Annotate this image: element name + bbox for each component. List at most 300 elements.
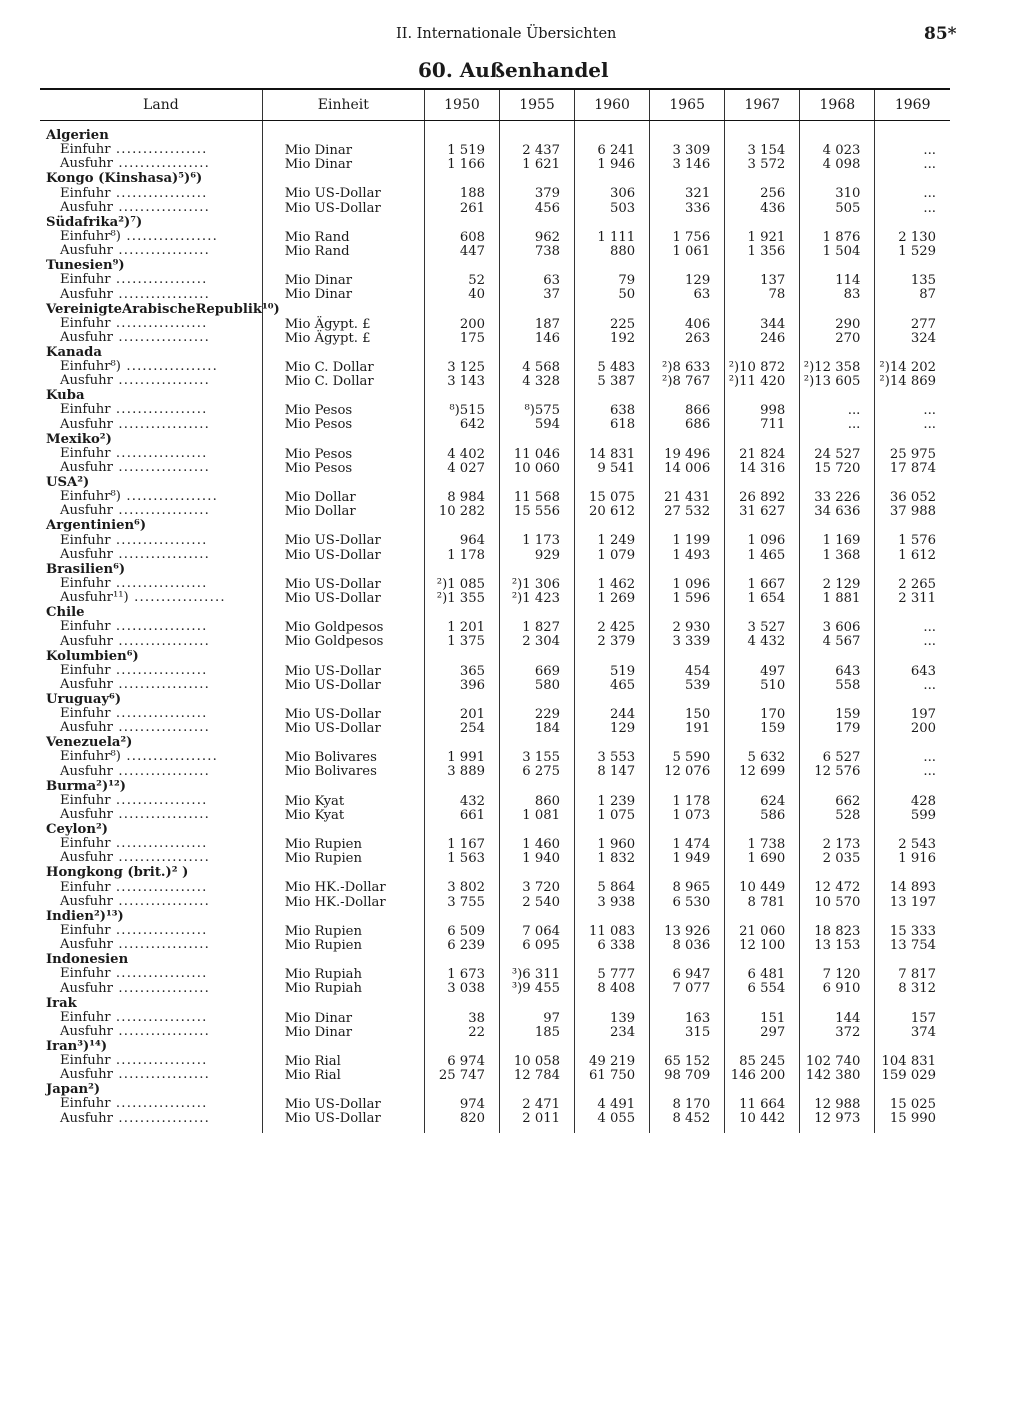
import-value: 229: [534, 706, 561, 722]
export-value: 1 621: [522, 157, 561, 173]
export-label: Ausfuhr: [60, 807, 113, 822]
value-cell: [650, 693, 725, 736]
import-value: 5 632: [747, 750, 786, 766]
value-cell: [725, 606, 800, 649]
unit-label: Mio Rupien: [284, 923, 362, 939]
value-cell: [575, 866, 650, 909]
export-value: ...: [923, 417, 936, 433]
import-value: 8 965: [672, 880, 711, 896]
import-value: 201: [459, 706, 485, 722]
export-value: 503: [609, 200, 636, 216]
import-value: ...: [923, 143, 936, 158]
table-row: [40, 259, 950, 302]
leader-dots: .................: [110, 402, 208, 418]
import-value: 15 075: [588, 490, 636, 505]
import-value: 15 025: [889, 1097, 936, 1113]
value-cell: [800, 1083, 875, 1132]
export-value: 2 311: [898, 590, 936, 606]
export-value: ²)14 869: [879, 374, 936, 390]
value-cell: [800, 303, 875, 346]
value-cell: [875, 997, 950, 1040]
table-row: [40, 780, 950, 823]
import-value: 2 425: [597, 620, 636, 636]
value-cell: [499, 303, 574, 346]
import-label: Einfuhr⁸): [60, 228, 121, 244]
export-value: 1 946: [597, 157, 636, 173]
export-value: 87: [919, 287, 936, 303]
export-value: ...: [847, 417, 861, 433]
export-value: 2 379: [597, 634, 636, 650]
leader-dots: .................: [120, 489, 219, 505]
unit-cell: [262, 216, 424, 259]
export-value: 3 339: [672, 634, 711, 650]
value-cell: [875, 216, 950, 259]
export-value: 4 098: [822, 157, 861, 173]
export-value: 6 239: [447, 937, 485, 953]
import-label: Einfuhr: [60, 966, 111, 982]
leader-dots: .................: [110, 1053, 208, 1069]
value-cell: [725, 693, 800, 736]
country-cell: [40, 476, 262, 519]
value-cell: [650, 823, 725, 866]
import-value: 974: [459, 1097, 485, 1113]
export-value: 539: [685, 677, 711, 693]
unit-cell: [262, 259, 424, 302]
value-cell: [725, 650, 800, 693]
unit-cell: [262, 953, 424, 996]
import-value: ³)6 311: [511, 967, 561, 983]
unit-label: Mio Dinar: [284, 273, 353, 289]
value-cell: [424, 866, 499, 909]
export-value: 12 076: [664, 764, 711, 780]
unit-label: Mio Rupiah: [284, 967, 363, 983]
import-value: ...: [923, 620, 936, 636]
value-cell: [725, 259, 800, 302]
import-value: 6 241: [597, 143, 636, 158]
value-cell: [424, 823, 499, 866]
export-value: 528: [835, 807, 861, 823]
export-value: ...: [923, 634, 936, 650]
import-value: 1 991: [447, 750, 485, 766]
leader-dots: .................: [112, 199, 211, 215]
unit-label: Mio US-Dollar: [284, 533, 381, 549]
trade-table: [40, 88, 950, 1133]
value-cell: [499, 693, 574, 736]
import-value: 964: [459, 533, 485, 549]
export-value: 12 699: [739, 764, 786, 780]
table-row: [40, 519, 950, 562]
import-value: 962: [534, 229, 561, 245]
import-value: 6 527: [822, 750, 861, 766]
import-value: 3 527: [747, 620, 786, 636]
export-value: 1 881: [822, 590, 861, 606]
unit-cell: [262, 519, 424, 562]
export-value: 12 576: [814, 764, 861, 780]
import-value: 519: [609, 663, 636, 679]
page-header: [0, 24, 1024, 48]
import-value: 159: [835, 706, 861, 722]
export-value: 1 563: [447, 851, 485, 867]
unit-label: Mio Kyat: [284, 793, 345, 809]
export-value: 929: [534, 547, 561, 563]
unit-label: Mio Rupien: [284, 851, 362, 867]
unit-label: Mio Dinar: [284, 1010, 353, 1026]
value-cell: [575, 1040, 650, 1083]
unit-label: Mio Rand: [284, 229, 350, 245]
export-label: Ausfuhr: [60, 156, 113, 172]
import-label: Einfuhr: [60, 1053, 111, 1069]
import-value: 1 519: [447, 143, 485, 158]
export-label: Ausfuhr: [60, 503, 113, 519]
country-cell: [40, 121, 262, 173]
leader-dots: .................: [110, 1009, 208, 1025]
import-value: 18 823: [814, 923, 861, 939]
export-value: 8 408: [597, 981, 636, 997]
value-cell: [725, 346, 800, 389]
unit-label: Mio Dinar: [284, 287, 353, 303]
unit-cell: [262, 346, 424, 389]
import-label: Einfuhr: [60, 272, 111, 288]
value-cell: [575, 997, 650, 1040]
import-value: 7 064: [522, 923, 561, 939]
leader-dots: .................: [112, 503, 211, 519]
import-value: 5 777: [597, 967, 636, 983]
import-value: 3 606: [822, 620, 861, 636]
country-name: Iran³)¹⁴): [46, 1038, 108, 1054]
table-body: [40, 121, 950, 1133]
import-value: 15 333: [889, 923, 936, 939]
export-value: 686: [685, 417, 711, 433]
export-value: 10 570: [814, 894, 861, 910]
unit-label: Mio C. Dollar: [284, 374, 374, 390]
unit-label: Mio Pesos: [284, 446, 353, 462]
export-value: 5 387: [597, 374, 636, 390]
export-value: 1 465: [747, 547, 786, 563]
import-value: 8 170: [672, 1097, 711, 1113]
export-value: 580: [534, 677, 561, 693]
leader-dots: .................: [110, 879, 208, 895]
export-value: 8 452: [672, 1111, 711, 1127]
export-value: 1 178: [447, 547, 485, 563]
leader-dots: .................: [120, 228, 219, 244]
import-value: 860: [534, 793, 561, 809]
export-label: Ausfuhr: [60, 329, 113, 345]
import-value: 137: [760, 273, 786, 289]
value-cell: [499, 433, 574, 476]
country-name: Uruguay⁶): [46, 691, 122, 707]
value-cell: [424, 389, 499, 432]
trade-table-container: [40, 88, 950, 1133]
import-value: 52: [468, 273, 485, 289]
import-value: 14 831: [588, 446, 636, 462]
value-cell: [424, 910, 499, 953]
leader-dots: .................: [112, 633, 211, 649]
import-value: 3 154: [747, 143, 786, 158]
leader-dots: .................: [110, 575, 208, 591]
export-value: 558: [835, 677, 861, 693]
export-value: 200: [910, 721, 936, 737]
export-label: Ausfuhr: [60, 850, 113, 866]
export-label: Ausfuhr: [60, 243, 113, 259]
export-value: 1 073: [672, 807, 711, 823]
import-value: 1 756: [672, 229, 711, 245]
unit-label: Mio US-Dollar: [284, 663, 381, 679]
country-cell: [40, 172, 262, 215]
import-value: 6 974: [447, 1053, 485, 1069]
unit-label: Mio C. Dollar: [284, 359, 374, 375]
leader-dots: .................: [110, 272, 208, 288]
export-value: 78: [768, 287, 786, 303]
import-value: 1 960: [597, 837, 636, 852]
export-label: Ausfuhr: [60, 1110, 113, 1126]
export-value: 263: [685, 330, 711, 346]
value-cell: [650, 736, 725, 779]
unit-label: Mio US-Dollar: [284, 721, 381, 737]
unit-cell: [262, 866, 424, 909]
unit-label: Mio US-Dollar: [284, 706, 381, 722]
export-value: 3 038: [447, 981, 485, 997]
value-cell: [800, 259, 875, 302]
import-value: 2 173: [822, 837, 861, 852]
header-unit: Einheit: [262, 89, 424, 121]
value-cell: [424, 216, 499, 259]
value-cell: [424, 1083, 499, 1132]
leader-dots: .................: [112, 373, 211, 389]
table-row: [40, 953, 950, 996]
export-value: 83: [843, 287, 861, 303]
import-value: 63: [543, 273, 561, 289]
export-value: 2 304: [522, 634, 561, 650]
export-value: 642: [459, 417, 485, 433]
import-value: 11 083: [588, 923, 636, 939]
value-cell: [875, 1083, 950, 1132]
leader-dots: .................: [112, 676, 211, 692]
import-label: Einfuhr⁸): [60, 749, 121, 765]
unit-cell: [262, 693, 424, 736]
export-value: 8 312: [898, 981, 936, 997]
export-value: 8 781: [747, 894, 786, 910]
country-name: Argentinien⁶): [46, 518, 147, 534]
import-value: 1 249: [597, 533, 636, 549]
import-value: 25 975: [889, 446, 936, 462]
export-value: 234: [609, 1024, 636, 1040]
value-cell: [800, 650, 875, 693]
country-name: Brasilien⁶): [46, 561, 126, 577]
export-label: Ausfuhr: [60, 1067, 113, 1083]
export-value: 1 596: [672, 590, 711, 606]
value-cell: [575, 346, 650, 389]
export-value: 4 328: [522, 374, 561, 390]
import-value: 1 667: [747, 576, 786, 592]
country-cell: [40, 606, 262, 649]
export-value: 34 636: [814, 504, 861, 520]
import-value: 669: [534, 663, 561, 679]
export-value: 254: [459, 721, 485, 737]
value-cell: [725, 736, 800, 779]
value-cell: [424, 650, 499, 693]
import-value: 3 553: [597, 750, 636, 766]
export-value: 146: [534, 330, 561, 346]
value-cell: [650, 433, 725, 476]
import-value: 188: [459, 186, 485, 202]
value-cell: [499, 121, 574, 173]
export-value: 20 612: [588, 504, 636, 520]
export-value: 6 554: [747, 981, 786, 997]
value-cell: [725, 389, 800, 432]
table-row: [40, 389, 950, 432]
leader-dots: .................: [110, 532, 208, 548]
unit-label: Mio Rupiah: [284, 981, 363, 997]
country-cell: [40, 519, 262, 562]
leader-dots: .................: [110, 142, 208, 158]
value-cell: [650, 650, 725, 693]
export-value: 1 079: [597, 547, 636, 563]
unit-label: Mio US-Dollar: [284, 576, 381, 592]
header-year: 1969: [875, 89, 950, 121]
import-value: 365: [459, 663, 485, 679]
table-row: [40, 476, 950, 519]
export-label: Ausfuhr: [60, 893, 113, 909]
value-cell: [725, 997, 800, 1040]
leader-dots: .................: [112, 329, 211, 345]
import-value: 163: [685, 1010, 711, 1026]
country-cell: [40, 910, 262, 953]
leader-dots: .................: [112, 1067, 211, 1083]
import-value: ²)1 306: [511, 576, 561, 592]
import-value: 7 817: [898, 967, 936, 983]
export-value: 98 709: [664, 1068, 711, 1084]
export-value: 4 432: [747, 634, 786, 650]
import-value: 11 568: [513, 490, 561, 505]
leader-dots: .................: [110, 922, 208, 938]
value-cell: [499, 997, 574, 1040]
unit-label: Mio Rial: [284, 1053, 341, 1069]
value-cell: [499, 519, 574, 562]
value-cell: [575, 953, 650, 996]
country-name: Kanada: [46, 344, 102, 360]
import-value: 321: [685, 186, 711, 202]
export-value: 1 940: [522, 851, 561, 867]
export-value: 4 567: [822, 634, 861, 650]
value-cell: [575, 693, 650, 736]
import-value: 12 988: [814, 1097, 861, 1113]
export-value: 3 755: [447, 894, 485, 910]
export-value: 13 153: [814, 937, 861, 953]
import-value: 277: [910, 316, 936, 332]
import-label: Einfuhr: [60, 879, 111, 895]
value-cell: [800, 519, 875, 562]
leader-dots: .................: [112, 720, 211, 736]
import-value: ⁸)575: [524, 403, 561, 419]
country-name: Südafrika²)⁷): [46, 214, 143, 230]
country-cell: [40, 259, 262, 302]
value-cell: [650, 121, 725, 173]
country-name: Kolumbien⁶): [46, 648, 139, 664]
table-row: [40, 650, 950, 693]
export-value: 336: [685, 200, 711, 216]
country-cell: [40, 301, 280, 346]
value-cell: [424, 172, 499, 215]
value-cell: [800, 866, 875, 909]
import-value: 2 437: [522, 143, 561, 158]
export-label: Ausfuhr: [60, 286, 113, 302]
country-name: Irak: [46, 995, 77, 1011]
value-cell: [575, 433, 650, 476]
header-year: 1965: [650, 89, 725, 121]
export-label: Ausfuhr: [60, 373, 113, 389]
value-cell: [424, 953, 499, 996]
import-value: 19 496: [664, 446, 711, 462]
import-value: 1 169: [822, 533, 861, 549]
import-value: 65 152: [664, 1053, 711, 1069]
import-value: 6 947: [672, 967, 711, 983]
import-value: 200: [459, 316, 485, 332]
import-label: Einfuhr: [60, 662, 111, 678]
import-value: 310: [835, 186, 861, 202]
import-value: 187: [534, 316, 561, 332]
value-cell: [725, 953, 800, 996]
page-number: 85*: [924, 24, 957, 44]
country-cell: [40, 736, 262, 779]
export-value: 10 442: [739, 1111, 786, 1127]
unit-cell: [262, 389, 424, 432]
value-cell: [800, 563, 875, 606]
export-value: 1 832: [597, 851, 636, 867]
country-cell: [40, 1083, 262, 1132]
header-year: 1960: [575, 89, 650, 121]
value-cell: [575, 476, 650, 519]
export-value: 146 200: [730, 1068, 786, 1084]
leader-dots: .................: [112, 850, 211, 866]
country-name: Kongo (Kinshasa)⁵)⁶): [46, 171, 203, 187]
country-name: Indien²)¹³): [46, 908, 124, 924]
unit-cell: [262, 606, 424, 649]
unit-cell: [262, 1040, 424, 1083]
import-value: 379: [534, 186, 561, 202]
export-value: 1 493: [672, 547, 711, 563]
export-value: 6 275: [522, 764, 561, 780]
unit-label: Mio Bolivares: [284, 750, 377, 766]
value-cell: [725, 823, 800, 866]
import-value: 3 125: [447, 359, 485, 375]
country-cell: [40, 866, 262, 909]
value-cell: [875, 346, 950, 389]
value-cell: [424, 606, 499, 649]
country-name: Indonesien: [46, 952, 129, 968]
value-cell: [575, 563, 650, 606]
value-cell: [424, 121, 499, 173]
import-value: 13 926: [664, 923, 711, 939]
unit-label: Mio Pesos: [284, 417, 353, 433]
unit-label: Mio Goldpesos: [284, 620, 384, 636]
unit-cell: [262, 650, 424, 693]
import-value: 428: [910, 793, 936, 809]
table-row: [40, 172, 950, 215]
import-value: 290: [835, 316, 861, 332]
import-value: ...: [923, 750, 936, 766]
export-value: 6 530: [672, 894, 711, 910]
unit-label: Mio Dinar: [284, 143, 353, 158]
import-value: 2 471: [522, 1097, 561, 1113]
import-value: ²)14 202: [879, 359, 936, 375]
import-value: 1 921: [747, 229, 786, 245]
value-cell: [575, 823, 650, 866]
value-cell: [499, 736, 574, 779]
import-value: 49 219: [588, 1053, 636, 1069]
country-name: Chile: [46, 605, 85, 621]
value-cell: [575, 736, 650, 779]
value-cell: [650, 259, 725, 302]
